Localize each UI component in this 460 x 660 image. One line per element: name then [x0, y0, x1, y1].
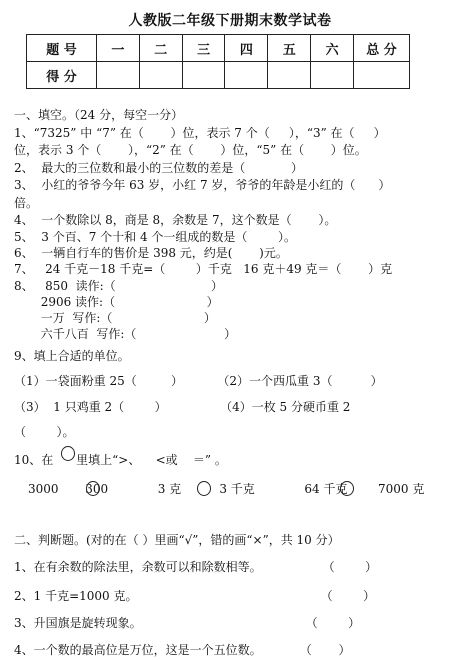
question-line: 10、在 里填上“>、 <或 ＝” 。 [14, 453, 227, 467]
question-line: 1、“7325” 中 “7” 在（ ）位，表示 7 个（ ），“3” 在（ ） [14, 126, 386, 140]
score-cell[interactable] [311, 62, 354, 89]
question-line: 3、 小红的爷爷今年 63 岁，小红 7 岁，爷爷的年龄是小红的（ ） [14, 178, 391, 192]
header-cell: 五 [268, 35, 311, 62]
question-line: 9、填上合适的单位。 [14, 349, 130, 363]
question-line: 6、 一辆自行车的售价是 398 元，约是( )元。 [14, 246, 288, 260]
header-cell: 二 [139, 35, 182, 62]
compare-circle-icon[interactable] [340, 481, 354, 496]
question-line: 3、升国旗是旋转现象。 （ ） [14, 616, 361, 630]
question-line: 1、在有余数的除法里，余数可以和除数相等。 （ ） [14, 560, 378, 574]
score-cell[interactable] [225, 62, 268, 89]
score-cell[interactable] [354, 62, 410, 89]
compare-circle-icon[interactable] [86, 481, 100, 496]
question-line: 2906 读作:（ ） [14, 295, 219, 309]
header-cell: 一 [97, 35, 140, 62]
section-1-heading: 一、填空。（24 分，每空一分） [14, 108, 184, 122]
score-table-header-row [27, 35, 410, 62]
score-cell[interactable] [182, 62, 225, 89]
question-line: 位，表示 3 个（ ），“2” 在（ ）位，“5” 在（ ）位。 [14, 143, 367, 157]
score-table-score-row [27, 62, 410, 89]
header-cell: 三 [182, 35, 225, 62]
question-line: 7、 24 千克－18 千克=（ ）千克 16 克＋49 克＝（ ）克 [14, 262, 393, 276]
score-cell[interactable] [268, 62, 311, 89]
question-line: 4、 一个数除以 8，商是 8，余数是 7，这个数是（ ）。 [14, 213, 337, 227]
header-cell: 总 分 [354, 35, 410, 62]
score-cell[interactable] [97, 62, 140, 89]
header-cell: 题 号 [27, 35, 97, 62]
score-table [26, 34, 410, 89]
question-line: 六千八百 写作:（ ） [14, 327, 237, 341]
compare-circle-icon[interactable] [197, 481, 211, 496]
header-cell: 六 [311, 35, 354, 62]
page-title: 人教版二年级下册期末数学试卷 [128, 13, 332, 29]
question-line: 5、 3 个百、7 个十和 4 个一组成的数是（ ）。 [14, 230, 296, 244]
question-line: （3） 1 只鸡重 2（ ） （4）一枚 5 分硬币重 2 [14, 400, 351, 414]
question-line: 3000 300 3 克 3 千克 64 千克 7000 克 [28, 482, 425, 496]
question-line: 4、一个数的最高位是万位，这是一个五位数。 （ ） [14, 643, 351, 657]
question-line: 倍。 [14, 196, 39, 210]
row-label: 得 分 [27, 62, 97, 89]
question-line: （ ）。 [14, 425, 75, 439]
section-2-heading: 二、判断题。(对的在（ ）里画“√”，错的画“×”，共 10 分） [14, 533, 340, 547]
question-line: 8、 850 读作:（ ） [14, 279, 224, 293]
score-cell[interactable] [139, 62, 182, 89]
compare-circle-icon [61, 446, 75, 461]
question-line: 2、 最大的三位数和最小的三位数的差是（ ） [14, 161, 304, 175]
question-line: （1）一袋面粉重 25（ ） （2）一个西瓜重 3（ ） [14, 374, 383, 388]
question-line: 一万 写作:（ ） [14, 311, 216, 325]
header-cell: 四 [225, 35, 268, 62]
question-line: 2、1 千克=1000 克。 （ ） [14, 589, 376, 603]
